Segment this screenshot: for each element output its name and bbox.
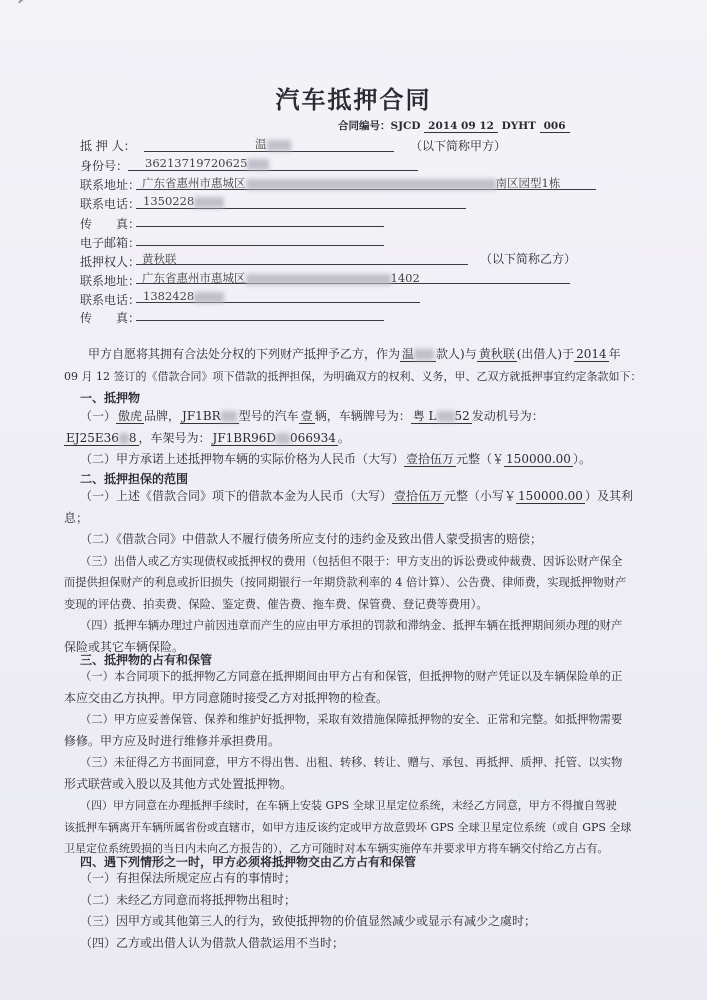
redaction-mark bbox=[267, 140, 291, 151]
phone-label: 联系电话： bbox=[80, 197, 141, 211]
redaction-mark bbox=[247, 159, 269, 170]
id-value bbox=[145, 156, 269, 170]
address-label: 联系地址： bbox=[80, 178, 141, 192]
s1-text-e: 发动机号为： bbox=[471, 409, 544, 423]
engine-number bbox=[64, 431, 139, 446]
section-4-body bbox=[64, 868, 674, 954]
phone2-value bbox=[143, 289, 224, 303]
address2-label: 联系地址： bbox=[80, 274, 141, 288]
s3-p4-2: 该抵押车辆离开车辆所属省份或直辖市，如甲方违反该约定或甲方故意毁坏 GPS 全球卫星定位系统（或自 GPS 全球 bbox=[64, 820, 632, 834]
s3-p4-1: （四）甲方同意在办理抵押手续时，在车辆上安装 GPS 全球卫星定位系统，未经乙方同意，甲方不得擅自驾驶 bbox=[80, 799, 617, 812]
s1-text-c: 型号的汽车 bbox=[238, 409, 299, 423]
loan-amount-num: 150000.00 bbox=[518, 489, 583, 503]
intro-lender: 黄秋联 bbox=[478, 347, 515, 361]
s4-p3: （三）因甲方或其他第三人的行为，致使抵押物的价值显然减少或显示有减少之虞时； bbox=[80, 914, 537, 928]
vin-text: JF1BR96D bbox=[212, 430, 277, 445]
s2-text-a: （一）上述《借款合同》项下的借款本金为人民币（大写） bbox=[80, 489, 393, 503]
id-value-text: 36213719720625 bbox=[145, 156, 248, 170]
s1-text-f: ，车架号为： bbox=[138, 430, 211, 445]
pledgor-name bbox=[255, 136, 291, 152]
intro-line-2: 09 月 12 签订的《借款合同》项下借款的抵押担保，为明确双方的权利、义务，甲、乙双方就抵押事宜约定条款如下： bbox=[64, 369, 642, 383]
redaction-mark bbox=[119, 433, 129, 444]
s1-line-3 bbox=[64, 449, 674, 471]
vehicle-plate-text: 粤 L bbox=[412, 409, 437, 423]
intro-text-b: 款人)与 bbox=[436, 347, 477, 361]
address2-tail: 1402 bbox=[390, 271, 420, 285]
s2-p3-1: （三）出借人或乙方实现债权或抵押权的费用（包括但不限于：甲方支出的诉讼费或仲裁费、因诉讼财产保全 bbox=[80, 554, 623, 568]
contract-number-num: 006 bbox=[540, 120, 570, 133]
section-2-body bbox=[64, 486, 674, 658]
contract-number-date: 2014 09 12 bbox=[424, 120, 498, 133]
contract-number-label: 合同编号： bbox=[338, 120, 391, 132]
contract-number-mid: DYHT bbox=[501, 120, 536, 132]
s2-p3-3: 变现的评估费、拍卖费、保险、鉴定费、催告费、拖车费、保管费、登记费等费用）。 bbox=[64, 597, 488, 611]
redaction-mark bbox=[414, 349, 434, 360]
email-line bbox=[136, 245, 384, 246]
vehicle-price-cn: 壹拾伍万 bbox=[406, 452, 455, 466]
pledgor-alias: （以下简称甲方） bbox=[410, 139, 507, 153]
engine-number-tail: 8 bbox=[128, 430, 137, 445]
s4-p2: （二）未经乙方同意而将抵押物出租时； bbox=[80, 892, 297, 907]
intro-text-c: (出借人)于 bbox=[516, 347, 575, 361]
phone-value-text: 1350228 bbox=[143, 194, 195, 208]
pledgee-label: 抵押权人： bbox=[80, 255, 141, 269]
pledgor-name-text: 温 bbox=[255, 137, 267, 151]
section-3-body bbox=[64, 666, 674, 860]
contract-number bbox=[338, 118, 570, 133]
pledgee-name: 黄秋联 bbox=[142, 252, 177, 266]
fax2-line bbox=[136, 320, 384, 321]
redaction-mark bbox=[221, 411, 237, 422]
intro-line-1 bbox=[64, 344, 674, 366]
address2-value-text: 广东省惠州市惠城区 bbox=[142, 271, 246, 285]
section-2-heading: 二、抵押担保的范围 bbox=[80, 472, 189, 486]
document-title: 汽车抵押合同 bbox=[275, 85, 432, 114]
intro-text-d: 年 bbox=[608, 347, 621, 361]
phone-line bbox=[136, 208, 466, 209]
address-value-text: 广东省惠州市惠城区 bbox=[142, 176, 246, 190]
s2-p2: （二）《借款合同》中借款人不履行债务所应支付的违约金及致出借人蒙受损害的赔偿； bbox=[80, 532, 543, 546]
vehicle-brand: 傲虎 bbox=[118, 409, 143, 423]
s2-text-c: ）及其利 bbox=[584, 489, 633, 503]
s1-text-j: ）。 bbox=[572, 452, 591, 466]
intro-text-a: 甲方自愿将其拥有合法处分权的下列财产抵押予乙方，作为 bbox=[88, 347, 401, 361]
redaction-mark bbox=[194, 292, 224, 303]
s1-text-b: 品牌， bbox=[144, 409, 181, 423]
id-label: 身份号： bbox=[80, 159, 129, 173]
pledgor-label: 抵 押 人： bbox=[80, 139, 136, 153]
section-1-body bbox=[64, 406, 674, 471]
address-tail: 南区园型1栋 bbox=[495, 176, 561, 190]
s1-text-h: （二）甲方承诺上述抵押物车辆的实际价格为人民币（大写） bbox=[80, 452, 405, 466]
redaction-mark bbox=[437, 411, 455, 422]
phone-value bbox=[143, 194, 224, 208]
vehicle-price-num: 150000.00 bbox=[506, 452, 571, 466]
vin-tail: 066934 bbox=[290, 430, 336, 445]
intro-borrower-name: 温 bbox=[402, 347, 415, 361]
s3-p3-1: （三）未征得乙方书面同意，甲方不得出售、出租、转移、转让、赠与、承包、再抵押、质押、托管、以实物 bbox=[80, 756, 623, 769]
s1-text-a: （一） bbox=[80, 409, 117, 423]
fax2-label: 传 真： bbox=[80, 311, 141, 325]
fax-label: 传 真： bbox=[80, 217, 141, 231]
intro-year: 2014 bbox=[576, 347, 607, 361]
address-value bbox=[142, 175, 560, 191]
s1-line-2 bbox=[64, 428, 674, 450]
vehicle-model-text: JF1BR bbox=[182, 409, 221, 423]
s3-p1-1: （一）本合同项下的抵押物乙方同意在抵押期间由甲方占有和保管，但抵押物的财产凭证以及车辆保险单的正 bbox=[80, 670, 623, 683]
page-fold-mark bbox=[18, 0, 53, 4]
engine-number-text: EJ25E36 bbox=[66, 430, 119, 445]
intro-paragraph bbox=[64, 344, 674, 387]
s1-text-g: 。 bbox=[337, 430, 350, 445]
redaction-mark bbox=[246, 274, 391, 285]
s4-p4: （四）乙方或出借人认为借款人借款运用不当时； bbox=[80, 935, 345, 950]
s1-line-1 bbox=[64, 406, 674, 428]
pledgee-line bbox=[136, 264, 468, 265]
s3-p2-2: 修修。甲方应及时进行维修并承担费用。 bbox=[64, 733, 281, 748]
redaction-mark bbox=[246, 179, 496, 190]
intro-borrower bbox=[400, 347, 436, 362]
fax-line bbox=[136, 226, 384, 227]
s3-p4-3: 卫星定位系统毁损的当日内未向乙方报告的），乙方可随时对本车辆实施停车并要求甲方将车辆交付给乙方占有。 bbox=[64, 842, 609, 855]
vin-number bbox=[211, 431, 338, 446]
contract-number-prefix: SJCD bbox=[390, 120, 421, 132]
vehicle-plate-tail: 52 bbox=[454, 409, 470, 423]
s3-p2-1: （二）甲方应妥善保管、保养和维护好抵押物，采取有效措施保障抵押物的安全、正常和完整。如抵押物需要 bbox=[80, 713, 623, 726]
pledgee-alias: （以下简称乙方） bbox=[480, 252, 577, 266]
phone2-value-text: 1382428 bbox=[143, 289, 195, 303]
phone2-label: 联系电话： bbox=[80, 293, 141, 307]
s4-p1: （一）有担保法所规定应占有的事情时； bbox=[80, 871, 297, 885]
loan-amount-cn: 壹拾伍万 bbox=[394, 489, 443, 503]
section-4-heading: 四、遇下列情形之一时，甲方必须将抵押物交由乙方占有和保管 bbox=[80, 855, 417, 869]
s3-p1-2: 本应交由乙方执押。甲方同意随时接受乙方对抵押物的检查。 bbox=[64, 690, 389, 705]
s2-p3-2: 而提供担保财产的利息或折旧损失（按同期银行一年期贷款利率的 4 倍计算）、公告费、律师费，实现抵押物财产 bbox=[64, 576, 627, 589]
s2-p4-1: （四）抵押车辆办理过户前因违章而产生的应由甲方承担的罚款和滞纳金、抵押车辆在抵押期间须办理的财产 bbox=[80, 619, 623, 632]
email-label: 电子邮箱： bbox=[80, 236, 141, 250]
s2-text-b: 元整（小写￥ bbox=[444, 489, 517, 503]
id-line bbox=[128, 170, 418, 171]
vehicle-count: 壹 bbox=[300, 409, 313, 423]
s1-text-i: 元整（￥ bbox=[456, 452, 505, 466]
vehicle-plate bbox=[411, 409, 472, 424]
s1-text-d: 辆，车辆牌号为： bbox=[314, 409, 411, 423]
s2-line-1 bbox=[64, 486, 674, 508]
section-1-heading: 一、抵押物 bbox=[80, 391, 141, 405]
section-3-heading: 三、抵押物的占有和保管 bbox=[80, 653, 213, 667]
vehicle-model bbox=[180, 409, 239, 424]
s3-p3-2: 形式联营或入股以及其他方式处置抵押物。 bbox=[64, 776, 293, 791]
s2-p4-2: 保险或其它车辆保险。 bbox=[64, 639, 185, 654]
address2-value bbox=[142, 270, 420, 286]
redaction-mark bbox=[194, 197, 224, 208]
redaction-mark bbox=[276, 433, 290, 444]
s2-line-2: 息； bbox=[64, 510, 89, 525]
